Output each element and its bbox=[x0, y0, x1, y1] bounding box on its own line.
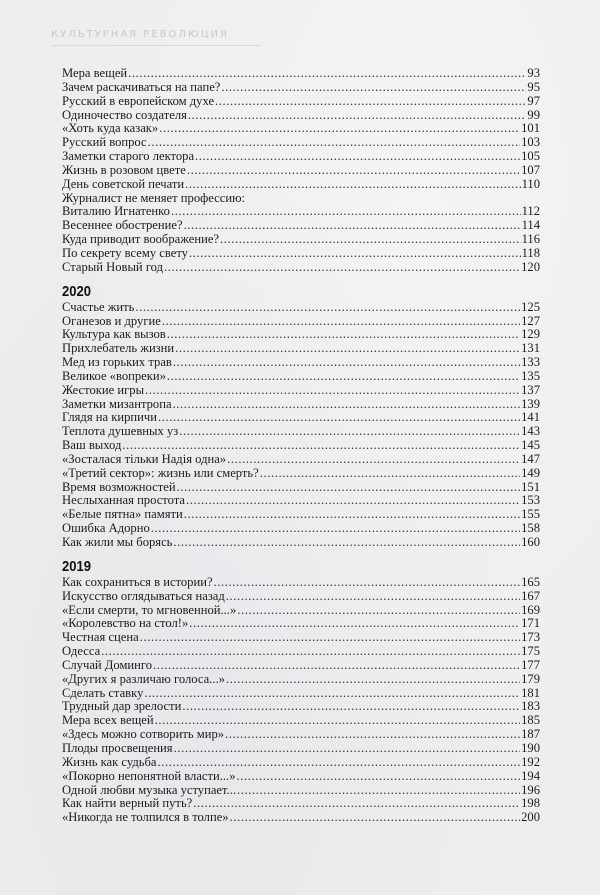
dot-leader bbox=[158, 411, 520, 425]
toc-entry-page-number: 183 bbox=[521, 699, 540, 714]
toc-entry-title: Трудный дар зрелости bbox=[62, 699, 182, 714]
dot-leader bbox=[225, 728, 520, 742]
toc-entry-title: Весеннее обострение? bbox=[62, 218, 183, 233]
toc-entry-title: Как сохраниться в истории? bbox=[62, 574, 213, 589]
toc-entry-page-number: 139 bbox=[521, 396, 540, 411]
dot-leader bbox=[179, 425, 520, 439]
toc-entry-page-number: 114 bbox=[521, 218, 540, 233]
dot-leader bbox=[155, 714, 520, 728]
toc-entry[interactable] bbox=[62, 342, 540, 356]
toc-entry-title: Русский в европейском духе bbox=[62, 93, 215, 108]
dot-leader bbox=[188, 109, 527, 123]
toc-entry-page-number: 175 bbox=[521, 644, 540, 659]
dot-leader bbox=[182, 700, 520, 714]
dot-leader bbox=[220, 233, 521, 247]
toc-entry-title: Журналист не меняет профессию: bbox=[62, 190, 246, 205]
dot-leader bbox=[184, 219, 521, 233]
dot-leader bbox=[153, 659, 520, 673]
toc-entry[interactable] bbox=[62, 192, 540, 206]
toc-entry[interactable] bbox=[62, 411, 540, 425]
dot-leader bbox=[186, 494, 520, 508]
toc-entry-title: Случай Доминго bbox=[62, 657, 153, 672]
toc-entry[interactable] bbox=[62, 811, 540, 825]
dot-leader bbox=[128, 67, 526, 81]
toc-entry[interactable] bbox=[62, 481, 540, 495]
toc-entry[interactable] bbox=[62, 95, 540, 109]
toc-entry-title: Жизнь в розовом цвете bbox=[62, 162, 186, 177]
toc-entry-title: «Здесь можно сотворить мир» bbox=[62, 727, 225, 742]
toc-entry-title: Время возможностей bbox=[62, 479, 176, 494]
dot-leader bbox=[215, 95, 526, 109]
toc-entry-page-number: 165 bbox=[521, 574, 540, 589]
dot-leader bbox=[101, 645, 520, 659]
table-of-contents bbox=[62, 67, 540, 825]
toc-entry[interactable] bbox=[62, 233, 540, 247]
toc-entry-page-number: 194 bbox=[521, 768, 540, 783]
toc-entry[interactable] bbox=[62, 617, 540, 631]
toc-entry-title: «Если смерти, то мгновенной...» bbox=[62, 602, 237, 617]
dot-leader bbox=[164, 261, 520, 275]
toc-entry[interactable] bbox=[62, 604, 540, 618]
toc-entry-page-number: 129 bbox=[521, 327, 540, 342]
dot-leader bbox=[144, 687, 520, 701]
toc-entry[interactable] bbox=[62, 109, 540, 123]
toc-entry[interactable] bbox=[62, 756, 540, 770]
toc-entry[interactable] bbox=[62, 590, 540, 604]
toc-entry[interactable] bbox=[62, 536, 540, 550]
toc-entry-title: Жестокие игры bbox=[62, 382, 145, 397]
toc-entry[interactable] bbox=[62, 328, 540, 342]
dot-leader bbox=[189, 247, 521, 261]
toc-entry-title: Ошибка Адорно bbox=[62, 521, 150, 536]
toc-entry[interactable] bbox=[62, 728, 540, 742]
toc-entry-title: Заметки мизантропа bbox=[62, 396, 172, 411]
toc-entry-title: Оганезов и другие bbox=[62, 313, 161, 328]
toc-entry-page-number: 149 bbox=[521, 465, 540, 480]
dot-leader bbox=[227, 453, 520, 467]
toc-entry[interactable] bbox=[62, 67, 540, 81]
toc-entry-page-number: 181 bbox=[521, 685, 540, 700]
toc-entry-page-number: 103 bbox=[521, 135, 540, 150]
toc-entry[interactable] bbox=[62, 81, 540, 95]
toc-entry[interactable] bbox=[62, 742, 540, 756]
toc-entry-page-number: 107 bbox=[521, 162, 540, 177]
toc-entry[interactable] bbox=[62, 425, 540, 439]
toc-entry[interactable] bbox=[62, 522, 540, 536]
toc-entry-title: Куда приводит воображение? bbox=[62, 232, 220, 247]
toc-entry-title: Плоды просвещения bbox=[62, 740, 173, 755]
dot-leader bbox=[226, 590, 520, 604]
dot-leader bbox=[226, 673, 520, 687]
dot-leader bbox=[173, 536, 520, 550]
toc-entry-title: Мед из горьких трав bbox=[62, 355, 172, 370]
toc-entry-page-number: 153 bbox=[521, 493, 540, 508]
toc-entry[interactable] bbox=[62, 700, 540, 714]
toc-entry-page-number: 95 bbox=[527, 79, 540, 94]
toc-entry-title: Честная сцена bbox=[62, 630, 139, 645]
toc-entry-page-number: 147 bbox=[521, 451, 540, 466]
toc-entry-page-number: 135 bbox=[521, 368, 540, 383]
toc-entry[interactable] bbox=[62, 136, 540, 150]
toc-entry[interactable] bbox=[62, 576, 540, 590]
dot-leader bbox=[184, 508, 520, 522]
dot-leader bbox=[174, 742, 521, 756]
toc-entry-title: Жизнь как судьба bbox=[62, 754, 157, 769]
toc-entry-title: Великое «вопреки» bbox=[62, 368, 166, 383]
dot-leader bbox=[173, 398, 521, 412]
toc-entry-title: Культура как вызов bbox=[62, 327, 166, 342]
toc-entry-page-number: 112 bbox=[521, 204, 540, 219]
toc-entry[interactable] bbox=[62, 356, 540, 370]
dot-leader bbox=[214, 576, 521, 590]
dot-leader bbox=[167, 370, 520, 384]
toc-entry-page-number: 120 bbox=[521, 259, 540, 274]
toc-entry[interactable] bbox=[62, 494, 540, 508]
toc-entry-title: Виталию Игнатенко bbox=[62, 204, 170, 219]
toc-entry-title: День советской печати bbox=[62, 176, 185, 191]
dot-leader bbox=[260, 467, 520, 481]
toc-entry-title: По секрету всему свету bbox=[62, 245, 188, 260]
toc-entry[interactable] bbox=[62, 631, 540, 645]
toc-entry[interactable] bbox=[62, 219, 540, 233]
toc-entry-title: Одиночество создателя bbox=[62, 107, 187, 122]
toc-entry[interactable] bbox=[62, 205, 540, 219]
toc-entry-title: Теплота душевных уз bbox=[62, 424, 179, 439]
toc-entry-page-number: 192 bbox=[521, 754, 540, 769]
toc-entry-page-number: 127 bbox=[521, 313, 540, 328]
toc-entry-title: Счастье жить bbox=[62, 299, 135, 314]
dot-leader bbox=[140, 631, 520, 645]
dot-leader bbox=[195, 150, 520, 164]
toc-section bbox=[62, 67, 540, 275]
dot-leader bbox=[151, 522, 520, 536]
toc-entry-title: «Зосталася тільки Надія одна» bbox=[62, 451, 227, 466]
dot-leader bbox=[158, 756, 521, 770]
toc-entry-page-number: 143 bbox=[521, 424, 540, 439]
dot-leader bbox=[221, 81, 526, 95]
toc-entry[interactable] bbox=[62, 301, 540, 315]
toc-entry-title: Сделать ставку bbox=[62, 685, 144, 700]
toc-entry-title: Ваш выход bbox=[62, 438, 122, 453]
toc-entry-page-number: 133 bbox=[521, 355, 540, 370]
toc-entry-page-number: 158 bbox=[521, 521, 540, 536]
toc-entry[interactable] bbox=[62, 453, 540, 467]
toc-entry-page-number: 185 bbox=[521, 713, 540, 728]
toc-entry-title: Заметки старого лектора bbox=[62, 149, 195, 164]
toc-entry-page-number: 97 bbox=[527, 93, 540, 108]
toc-entry-page-number: 110 bbox=[521, 176, 540, 191]
toc-entry-page-number: 101 bbox=[521, 121, 540, 136]
dot-leader bbox=[175, 342, 520, 356]
toc-entry[interactable] bbox=[62, 398, 540, 412]
toc-entry-title: «Хоть куда казак» bbox=[62, 121, 159, 136]
toc-section bbox=[62, 559, 540, 825]
toc-entry-title: «Королевство на стол!» bbox=[62, 616, 189, 631]
toc-entry-title: «Других я различаю голоса...» bbox=[62, 671, 225, 686]
toc-entry-page-number: 167 bbox=[521, 588, 540, 603]
toc-entry[interactable] bbox=[62, 370, 540, 384]
toc-entry[interactable] bbox=[62, 687, 540, 701]
toc-entry-page-number: 200 bbox=[521, 810, 540, 825]
toc-entry-page-number: 141 bbox=[521, 410, 540, 425]
dot-leader bbox=[173, 356, 520, 370]
dot-leader bbox=[230, 811, 521, 825]
toc-entry-page-number: 118 bbox=[521, 245, 540, 260]
dot-leader bbox=[148, 136, 520, 150]
toc-entry-title: Одесса bbox=[62, 644, 101, 659]
toc-entry[interactable] bbox=[62, 439, 540, 453]
toc-entry-page-number: 99 bbox=[527, 107, 540, 122]
toc-entry-title: «Никогда не толпился в толпе» bbox=[62, 810, 229, 825]
dot-leader bbox=[145, 384, 520, 398]
toc-entry-title: Зачем раскачиваться на папе? bbox=[62, 79, 221, 94]
dot-leader bbox=[237, 770, 521, 784]
dot-leader bbox=[237, 604, 520, 618]
toc-entry-page-number: 93 bbox=[527, 66, 540, 80]
toc-entry-title: Как жили мы борясь bbox=[62, 535, 173, 549]
toc-entry-page-number: 190 bbox=[521, 740, 540, 755]
dot-leader bbox=[122, 439, 520, 453]
toc-entry-title: Русский вопрос bbox=[62, 135, 147, 150]
toc-entry-title: Одной любви музыка уступает... bbox=[62, 782, 237, 797]
toc-entry[interactable] bbox=[62, 247, 540, 261]
toc-entry-title: Прихлебатель жизни bbox=[62, 341, 175, 356]
toc-entry-page-number: 116 bbox=[521, 232, 540, 247]
toc-entry-title: Мера вещей bbox=[62, 66, 128, 80]
toc-entry-title: Искусство оглядываться назад bbox=[62, 588, 225, 603]
dot-leader bbox=[177, 481, 521, 495]
toc-entry[interactable] bbox=[62, 673, 540, 687]
toc-entry-page-number: 151 bbox=[521, 479, 540, 494]
dot-leader bbox=[185, 178, 520, 192]
toc-entry-page-number: 171 bbox=[521, 616, 540, 631]
toc-entry-page-number: 179 bbox=[521, 671, 540, 686]
toc-entry-page-number: 173 bbox=[521, 630, 540, 645]
toc-entry-page-number: 169 bbox=[521, 602, 540, 617]
toc-entry-page-number: 187 bbox=[521, 727, 540, 742]
dot-leader bbox=[189, 617, 520, 631]
running-head: КУЛЬТУРНАЯ РЕВОЛЮЦИЯ bbox=[51, 29, 229, 40]
toc-entry[interactable] bbox=[62, 150, 540, 164]
dot-leader bbox=[135, 301, 520, 315]
toc-entry[interactable] bbox=[62, 467, 540, 481]
toc-entry[interactable] bbox=[62, 261, 540, 275]
year-heading: 2019 bbox=[62, 558, 92, 575]
dot-leader bbox=[162, 315, 520, 329]
toc-entry-title: Старый Новый год bbox=[62, 259, 164, 274]
toc-entry-title: «Покорно непонятной власти...» bbox=[62, 768, 236, 783]
toc-entry-title: Глядя на кирпичи bbox=[62, 410, 157, 425]
toc-entry-page-number: 155 bbox=[521, 507, 540, 522]
toc-entry-page-number: 177 bbox=[521, 657, 540, 672]
toc-entry-title: Как найти верный путь? bbox=[62, 796, 193, 811]
toc-entry[interactable] bbox=[62, 384, 540, 398]
toc-entry-page-number: 198 bbox=[521, 796, 540, 811]
toc-entry[interactable] bbox=[62, 714, 540, 728]
toc-entry-title: Мера всех вещей bbox=[62, 713, 154, 728]
dot-leader bbox=[237, 784, 520, 798]
toc-entry-page-number: 145 bbox=[521, 438, 540, 453]
dot-leader bbox=[171, 205, 521, 219]
toc-section bbox=[62, 284, 540, 550]
year-heading: 2020 bbox=[62, 283, 92, 300]
toc-entry-page-number: 137 bbox=[521, 382, 540, 397]
toc-entry[interactable] bbox=[62, 508, 540, 522]
toc-entry-page-number: 160 bbox=[521, 535, 540, 549]
toc-entry[interactable] bbox=[62, 784, 540, 798]
toc-entry-page-number: 125 bbox=[521, 299, 540, 314]
toc-entry-page-number: 105 bbox=[521, 149, 540, 164]
toc-entry[interactable] bbox=[62, 178, 540, 192]
toc-entry[interactable] bbox=[62, 315, 540, 329]
toc-entry-title: Неслыханная простота bbox=[62, 493, 186, 508]
toc-entry[interactable] bbox=[62, 770, 540, 784]
dot-leader bbox=[193, 797, 520, 811]
toc-entry[interactable] bbox=[62, 645, 540, 659]
toc-entry-page-number: 196 bbox=[521, 782, 540, 797]
toc-entry[interactable] bbox=[62, 659, 540, 673]
toc-entry[interactable] bbox=[62, 164, 540, 178]
toc-entry-title: «Третий сектор»: жизнь или смерть? bbox=[62, 465, 259, 480]
toc-entry-page-number: 131 bbox=[521, 341, 540, 356]
toc-entry-title: «Белые пятна» памяти bbox=[62, 507, 183, 522]
dot-leader bbox=[159, 122, 520, 136]
dot-leader bbox=[187, 164, 520, 178]
dot-leader bbox=[167, 328, 520, 342]
toc-entry[interactable] bbox=[62, 797, 540, 811]
toc-entry[interactable] bbox=[62, 122, 540, 136]
running-head-rule bbox=[51, 45, 261, 46]
